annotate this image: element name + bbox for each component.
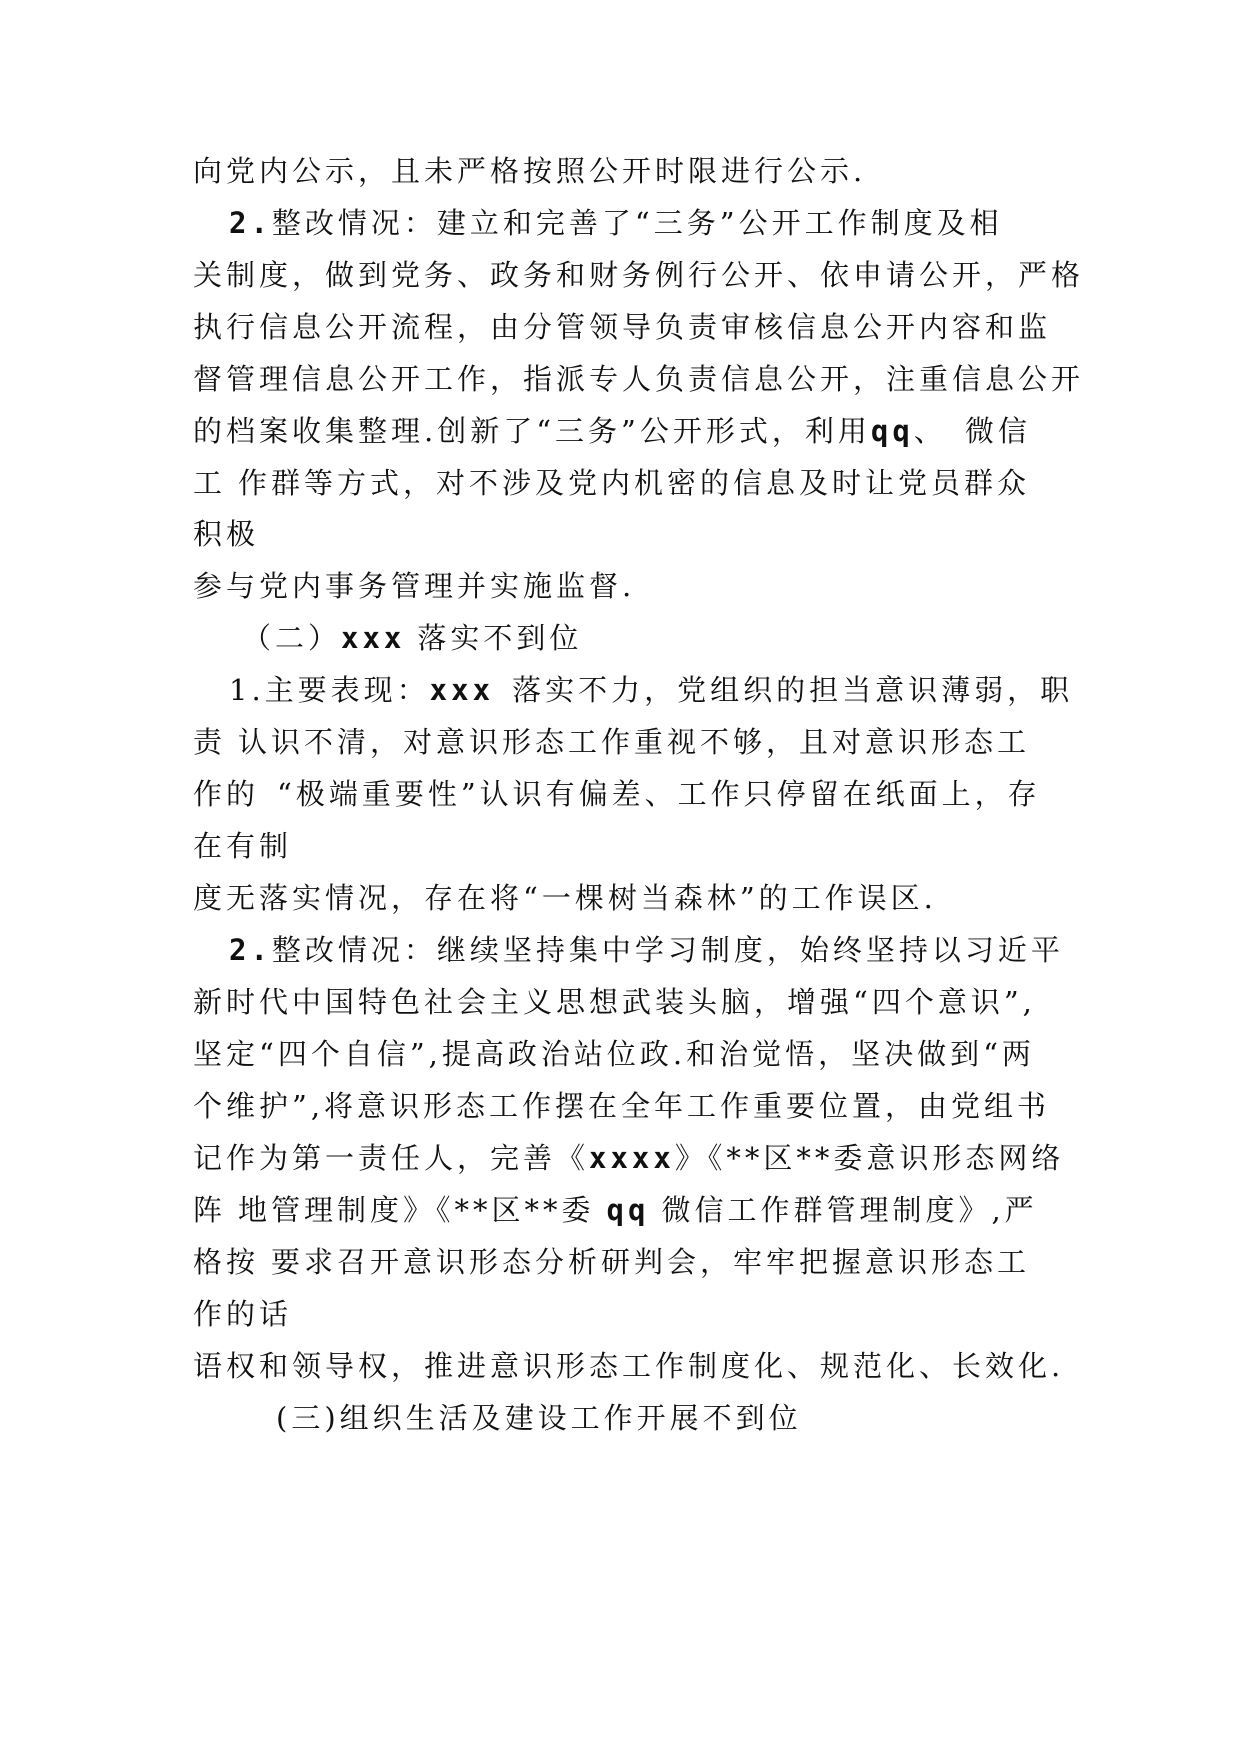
text-run: (三)组织生活及建设工作开展不到位	[276, 1401, 802, 1435]
text-run: 作的话	[193, 1297, 293, 1331]
text-run: 作群等方式，对不涉及党内机密的信息及时让党员群众	[238, 466, 1031, 500]
text-line	[193, 517, 1053, 551]
text-line	[193, 1141, 1065, 1175]
text-line	[193, 1037, 1053, 1071]
text-run: xxx	[429, 673, 495, 707]
text-run: 坚定“四个自信”,提高政治站位政.和治觉悟，坚决做到“两	[193, 1037, 1035, 1071]
text-line	[193, 1089, 1053, 1123]
text-run: 向党内公示，且未严格按照公开时限进行公示.	[193, 154, 867, 188]
text-run: 作的	[193, 777, 260, 811]
text-run: 落实不力，党组织的担当意识薄弱，职	[512, 673, 1074, 707]
text-run: 个维护”,将意识形态工作摆在全年工作重要位置，由党组书	[193, 1089, 1051, 1123]
text-run: 微信工作群管理制度》,严	[661, 1193, 1038, 1227]
text-line	[193, 569, 1053, 603]
text-line	[193, 310, 1053, 344]
text-line	[193, 1193, 1053, 1227]
text-run: 格按	[193, 1245, 260, 1279]
item-number: 2.	[229, 206, 272, 240]
text-run: 整改情况：建立和完善了“三务”公开工作制度及相	[271, 206, 1003, 240]
text-run: 记作为第一责任人，完善《	[193, 1141, 590, 1175]
text-run: 地管理制度》《**区**委	[238, 1193, 595, 1227]
text-line	[193, 1297, 1053, 1331]
text-run: 的档案收集整理.创新了“三务”公开形式，利用	[193, 414, 871, 448]
text-line	[229, 206, 1089, 240]
text-run: “极端重要性”认识有偏差、工作只停留在纸面上，存	[277, 777, 1041, 811]
text-run: 工	[193, 466, 227, 500]
text-run: 》《**区**委意识形态网络	[674, 1141, 1065, 1175]
text-run: xxx	[341, 621, 406, 655]
text-run: 新时代中国特色社会主义思想武装头脑，增强“四个意识”,	[193, 985, 1036, 1019]
section-heading	[276, 1401, 1136, 1435]
text-run: xxxx	[589, 1141, 675, 1175]
text-run: 认识不清，对意识形态工作重视不够，且对意识形态工	[238, 725, 1031, 759]
text-run: 督管理信息公开工作，指派专人负责信息公开，注重信息公开	[193, 362, 1085, 396]
text-run: 执行信息公开流程，由分管领导负责审核信息公开内容和监	[193, 310, 1052, 344]
section-heading	[242, 621, 1102, 655]
text-line	[193, 1349, 1065, 1383]
text-run: 落实不到位	[417, 621, 583, 655]
text-run: qq	[870, 414, 914, 448]
text-line	[193, 154, 1053, 188]
text-run: 在有制	[193, 829, 293, 863]
text-line	[193, 725, 1053, 759]
text-run: 、	[913, 414, 947, 448]
text-run: 积极	[193, 517, 260, 551]
text-run: 关制度，做到党务、政务和财务例行公开、依申请公开，严格	[193, 258, 1085, 292]
item-number: 2.	[229, 933, 272, 967]
text-line	[193, 881, 1053, 915]
text-run: 要求召开意识形态分析研判会，牢牢把握意识形态工	[271, 1245, 1031, 1279]
text-run: 整改情况：继续坚持集中学习制度，始终坚持以习近平	[271, 933, 1064, 967]
text-run: 阵	[193, 1193, 227, 1227]
text-line	[193, 466, 1053, 500]
text-run: 1.主要表现：	[229, 673, 430, 707]
text-run: 语权和领导权，推进意识形态工作制度化、规范化、长效化.	[193, 1349, 1065, 1383]
text-line	[193, 829, 1053, 863]
text-run: qq	[606, 1193, 650, 1227]
text-line	[193, 985, 1053, 1019]
text-line	[193, 1245, 1053, 1279]
text-line	[193, 777, 1053, 811]
text-line	[193, 258, 1085, 292]
text-run: （二）	[242, 621, 342, 655]
text-line	[193, 414, 1053, 448]
text-run: 微信	[964, 414, 1031, 448]
text-run: 参与党内事务管理并实施监督.	[193, 569, 636, 603]
text-line	[229, 673, 1089, 707]
text-run: 度无落实情况，存在将“一棵树当森林”的工作误区.	[193, 881, 937, 915]
text-line	[229, 933, 1089, 967]
text-line	[193, 362, 1085, 396]
text-run: 责	[193, 725, 227, 759]
